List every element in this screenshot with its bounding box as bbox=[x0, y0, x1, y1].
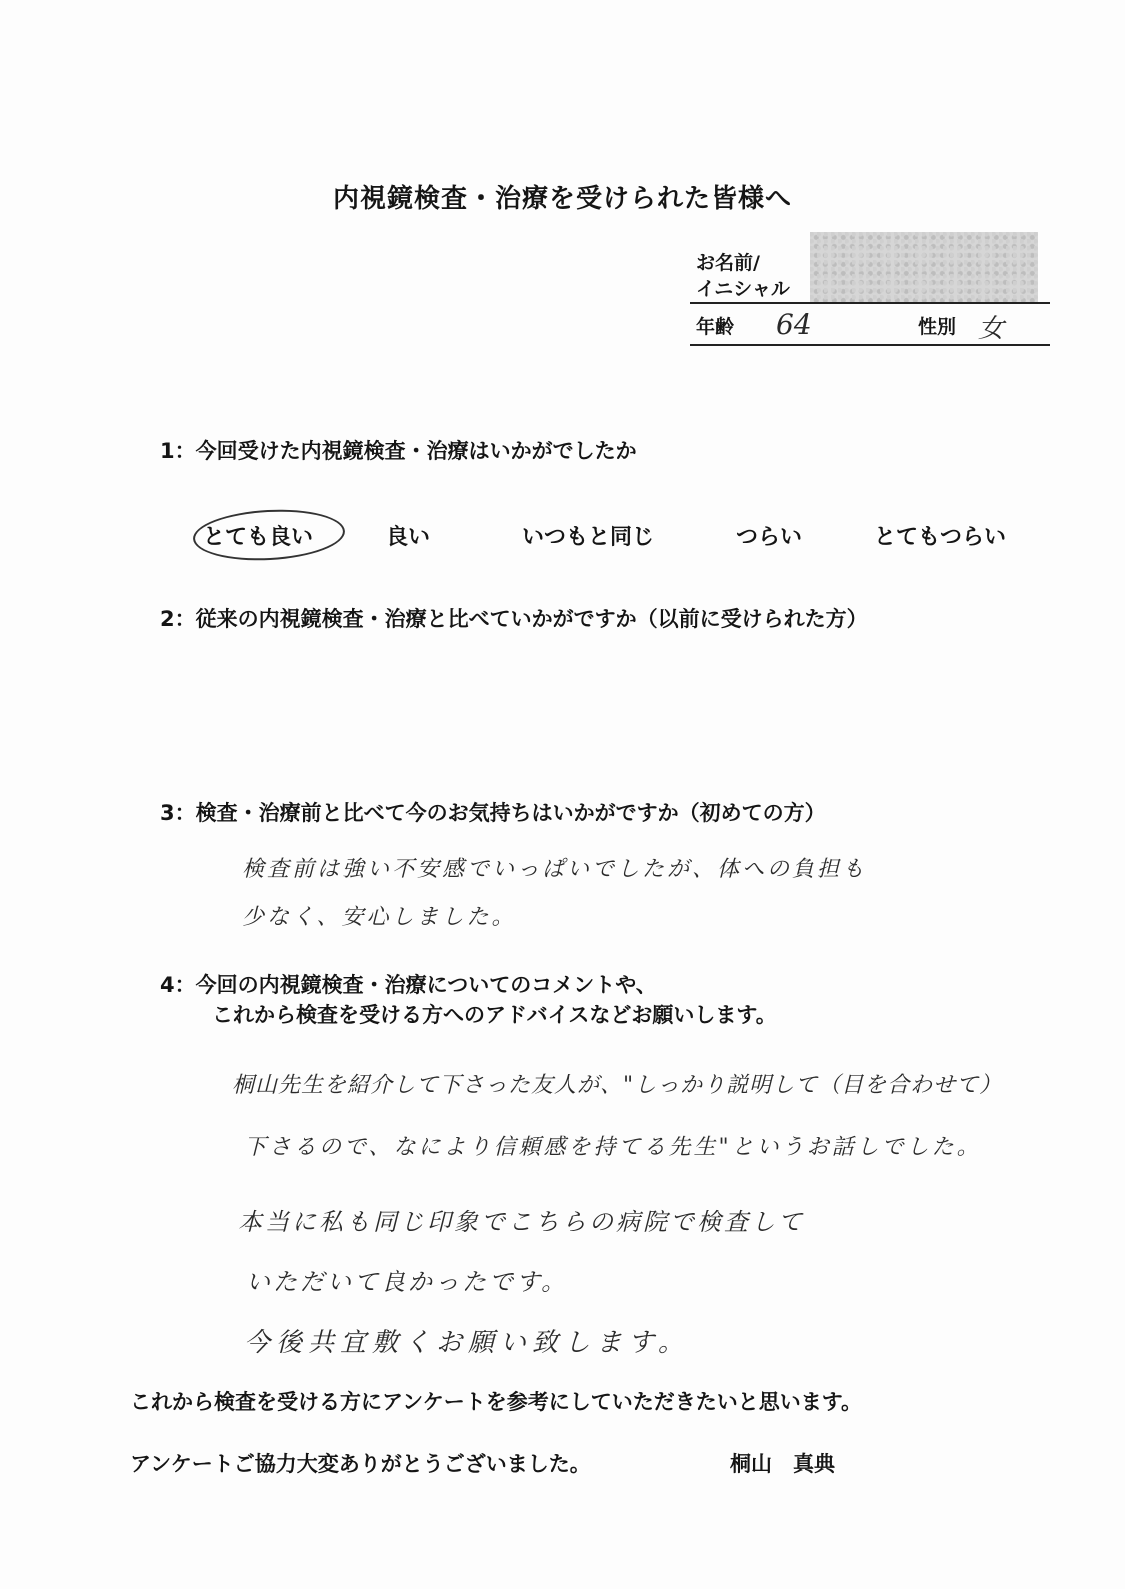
question-2: 2：従来の内視鏡検査・治療と比べていかがですか（以前に受けられた方） bbox=[160, 607, 868, 631]
question-4-line-1: 4：今回の内視鏡検査・治療についてのコメントや、 bbox=[160, 973, 657, 997]
answer-4-line-1: 桐山先生を紹介して下さった友人が、"しっかり説明して（目を合わせて） bbox=[232, 1073, 1003, 1098]
answer-3-line-2: 少なく、安心しました。 bbox=[242, 905, 517, 930]
question-1: 1：今回受けた内視鏡検査・治療はいかがでしたか bbox=[160, 439, 637, 463]
question-4-line-2: これから検査を受ける方へのアドバイスなどお願いします。 bbox=[212, 1003, 777, 1027]
choice-very-hard: とてもつらい bbox=[874, 525, 1007, 550]
form-title: 内視鏡検査・治療を受けられた皆様へ bbox=[332, 184, 792, 214]
choice-hard: つらい bbox=[736, 525, 803, 550]
answer-4-line-3: 本当に私も同じ印象でこちらの病院で検査して bbox=[238, 1208, 805, 1236]
answer-4-line-2: 下さるので、なにより信頼感を持てる先生"というお話しでした。 bbox=[244, 1135, 982, 1160]
answer-4-line-4: いただいて良かったです。 bbox=[246, 1268, 569, 1296]
choice-same: いつもと同じ bbox=[522, 525, 655, 550]
signature: 桐山 真典 bbox=[730, 1452, 835, 1476]
choice-very-good: とても良い bbox=[203, 525, 314, 550]
name-underline bbox=[690, 302, 1050, 304]
answer-4-line-5: 今後共宜敷くお願い致します。 bbox=[244, 1328, 690, 1358]
choice-good: 良い bbox=[386, 525, 431, 550]
age-underline bbox=[690, 344, 1050, 346]
sex-value: 女 bbox=[978, 314, 1005, 344]
redacted-name bbox=[810, 232, 1038, 302]
question-3: 3：検査・治療前と比べて今のお気持ちはいかがですか（初めての方） bbox=[160, 801, 826, 825]
initial-label: イニシャル bbox=[696, 278, 790, 300]
footer-line-2: アンケートご協力大変ありがとうございました。 bbox=[130, 1452, 591, 1476]
answer-3-line-1: 検査前は強い不安感でいっぱいでしたが、体への負担も bbox=[242, 857, 868, 882]
sex-label: 性別 bbox=[918, 316, 957, 338]
age-label: 年齢 bbox=[696, 316, 735, 338]
age-value: 64 bbox=[776, 308, 812, 341]
footer-line-1: これから検査を受ける方にアンケートを参考にしていただきたいと思います。 bbox=[130, 1390, 863, 1414]
name-label: お名前/ bbox=[696, 252, 760, 274]
